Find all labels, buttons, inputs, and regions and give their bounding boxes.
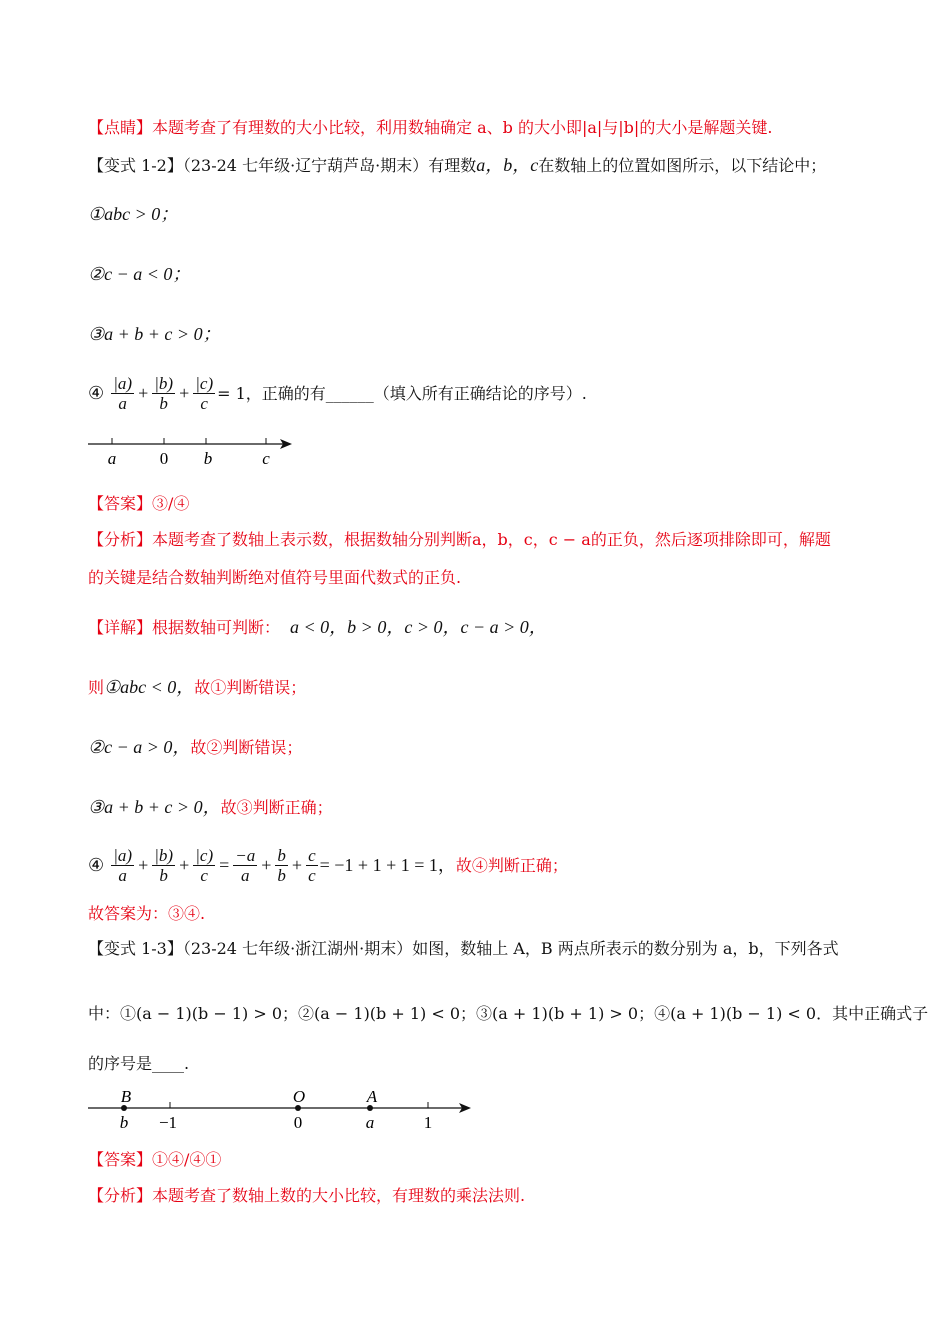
- detail-math-4: ③a + b + c > 0，: [88, 797, 221, 817]
- detail-line-5: ④ $\frac{|a)}{a}$ + $\frac{|b)}{b}$ + $\frac{|c)}{c}$ = $\frac{-a}{a}$ + $\frac{b}{b}$ + $\frac{c}{c}$ = −1 + 1 + 1 = 1，故④判断正确；: [88, 846, 568, 885]
- detail-math-5: = −1 + 1 + 1 = 1，: [319, 855, 456, 875]
- detail-math-2: ①abc < 0，: [104, 677, 195, 697]
- statement-2-math: ②c − a < 0；: [88, 264, 191, 284]
- detail-math-3: ②c − a > 0，: [88, 737, 191, 757]
- detail-line-4: [88, 795, 333, 820]
- label-minus-1: −1: [158, 1113, 178, 1132]
- analysis-1-3: [88, 1184, 525, 1208]
- detail-line-3: [88, 735, 302, 760]
- variant-1-3-question-2: [88, 1002, 928, 1026]
- fraction-abs-a-over-a: $\frac{|a)}{a}$: [113, 846, 133, 885]
- answer-tag: 【答案】: [88, 1150, 153, 1169]
- answer-tag: 【答案】: [88, 494, 153, 513]
- detail-line-1: [88, 615, 547, 640]
- label-b: b: [203, 449, 213, 468]
- statement-2: [88, 262, 190, 287]
- circle-4: ④: [88, 855, 105, 876]
- detail-judgement-4: 故④判断正确；: [455, 856, 568, 875]
- number-line-2: [86, 1082, 476, 1134]
- statement-3: [88, 322, 221, 347]
- question-source: （23-24 七年级·辽宁葫芦岛·期末）: [182, 156, 429, 175]
- variant-tag: 【变式 1-2】: [88, 156, 183, 175]
- fraction-abs-a-over-a: $\frac{|a)}{a}$: [113, 374, 133, 413]
- label-B: B: [120, 1087, 132, 1106]
- detail-line-2: [88, 675, 306, 700]
- detail-text: 根据数轴可判断：: [152, 618, 281, 637]
- question-text: 如图，数轴上 A，B 两点所表示的数分别为 a，b，下列各式: [412, 939, 839, 958]
- analysis-tag: 【分析】: [88, 530, 153, 549]
- detail-tag: 【详解】: [88, 618, 153, 637]
- detail-judgement-3: 故③判断正确；: [220, 798, 333, 817]
- answer-1-3: [88, 1148, 221, 1172]
- detail-judgement-1: 故①判断错误；: [194, 678, 307, 697]
- label-a: a: [107, 449, 117, 468]
- variant-1-3-question-3: [88, 1052, 189, 1076]
- analysis-tag: 【分析】: [88, 1186, 153, 1205]
- label-A: A: [366, 1087, 378, 1106]
- fraction-abs-b-over-b: $\frac{|b)}{b}$: [154, 846, 174, 885]
- dianjing-text: 本题考查了有理数的大小比较，利用数轴确定 a、b 的大小即|a|与|b|的大小是解题关键.: [152, 118, 773, 137]
- statement-3-math: ③a + b + c > 0；: [88, 324, 221, 344]
- variant-1-2-question: [88, 153, 826, 178]
- fraction-neg-a-over-a: $\frac{-a}{a}$: [235, 846, 256, 885]
- detail-math: a < 0，b > 0，c > 0，c − a > 0，: [290, 617, 547, 637]
- fraction-b-over-b: $\frac{b}{b}$: [277, 846, 286, 885]
- analysis-text-2: 的关键是结合数轴判断绝对值符号里面代数式的正负.: [88, 568, 462, 587]
- question-vars: a，b，c: [476, 155, 539, 175]
- question-text-tail: 在数轴上的位置如图所示，以下结论中；: [538, 156, 827, 175]
- detail-judgement-2: 故②判断错误；: [190, 738, 303, 757]
- question-text: 有理数: [428, 156, 477, 175]
- fraction-abs-b-over-b: $\frac{|b)}{b}$: [154, 374, 174, 413]
- conclusion: [88, 902, 205, 926]
- analysis-text: 本题考查了数轴上数的大小比较，有理数的乘法法则.: [152, 1186, 526, 1205]
- analysis-1-2-line-2: [88, 566, 461, 590]
- analysis-text: 本题考查了数轴上表示数，根据数轴分别判断a，b，c，c − a的正负，然后逐项排除即可，解题: [152, 530, 831, 549]
- variant-1-3-question-1: [88, 937, 839, 961]
- statement-4-tail: = 1，正确的有______（填入所有正确结论的序号）.: [217, 384, 587, 403]
- question-blank: 的序号是____.: [88, 1054, 190, 1073]
- conclusion-text: 故答案为：③④.: [88, 904, 206, 923]
- answer-value: ③/④: [152, 494, 190, 513]
- detail-pre: 则: [88, 678, 105, 697]
- dianjing-line: [88, 116, 772, 140]
- number-line-1: [86, 432, 301, 472]
- statement-1: [88, 202, 178, 227]
- label-a: a: [365, 1113, 375, 1132]
- label-c: c: [262, 449, 270, 468]
- answer-1-2: [88, 492, 189, 516]
- label-b: b: [119, 1113, 129, 1132]
- circle-4: ④: [88, 383, 105, 404]
- label-O: O: [292, 1087, 306, 1106]
- statement-4: ④ $\frac{|a)}{a}$ + $\frac{|b)}{b}$ + $\frac{|c)}{c}$ = 1，正确的有______（填入所有正确结论的序号）.: [88, 374, 587, 413]
- fraction-abs-c-over-c: $\frac{|c)}{c}$: [195, 374, 214, 413]
- variant-tag: 【变式 1-3】: [88, 939, 183, 958]
- label-1: 1: [423, 1113, 433, 1132]
- statement-1-math: ①abc > 0；: [88, 204, 179, 224]
- fraction-c-over-c: $\frac{c}{c}$: [308, 846, 316, 885]
- analysis-1-2-line-1: [88, 528, 831, 552]
- label-0: 0: [159, 449, 169, 468]
- label-0: 0: [293, 1113, 303, 1132]
- fraction-abs-c-over-c: $\frac{|c)}{c}$: [195, 846, 214, 885]
- question-options: 中：①(a − 1)(b − 1) > 0；②(a − 1)(b + 1) < 0；③(a + 1)(b + 1) > 0；④(a + 1)(b − 1) < 0．其中正确式子: [88, 1004, 929, 1023]
- answer-value: ①④/④①: [152, 1150, 222, 1169]
- question-source: （23-24 七年级·浙江湖州·期末）: [182, 939, 413, 958]
- dianjing-tag: 【点睛】: [88, 118, 153, 137]
